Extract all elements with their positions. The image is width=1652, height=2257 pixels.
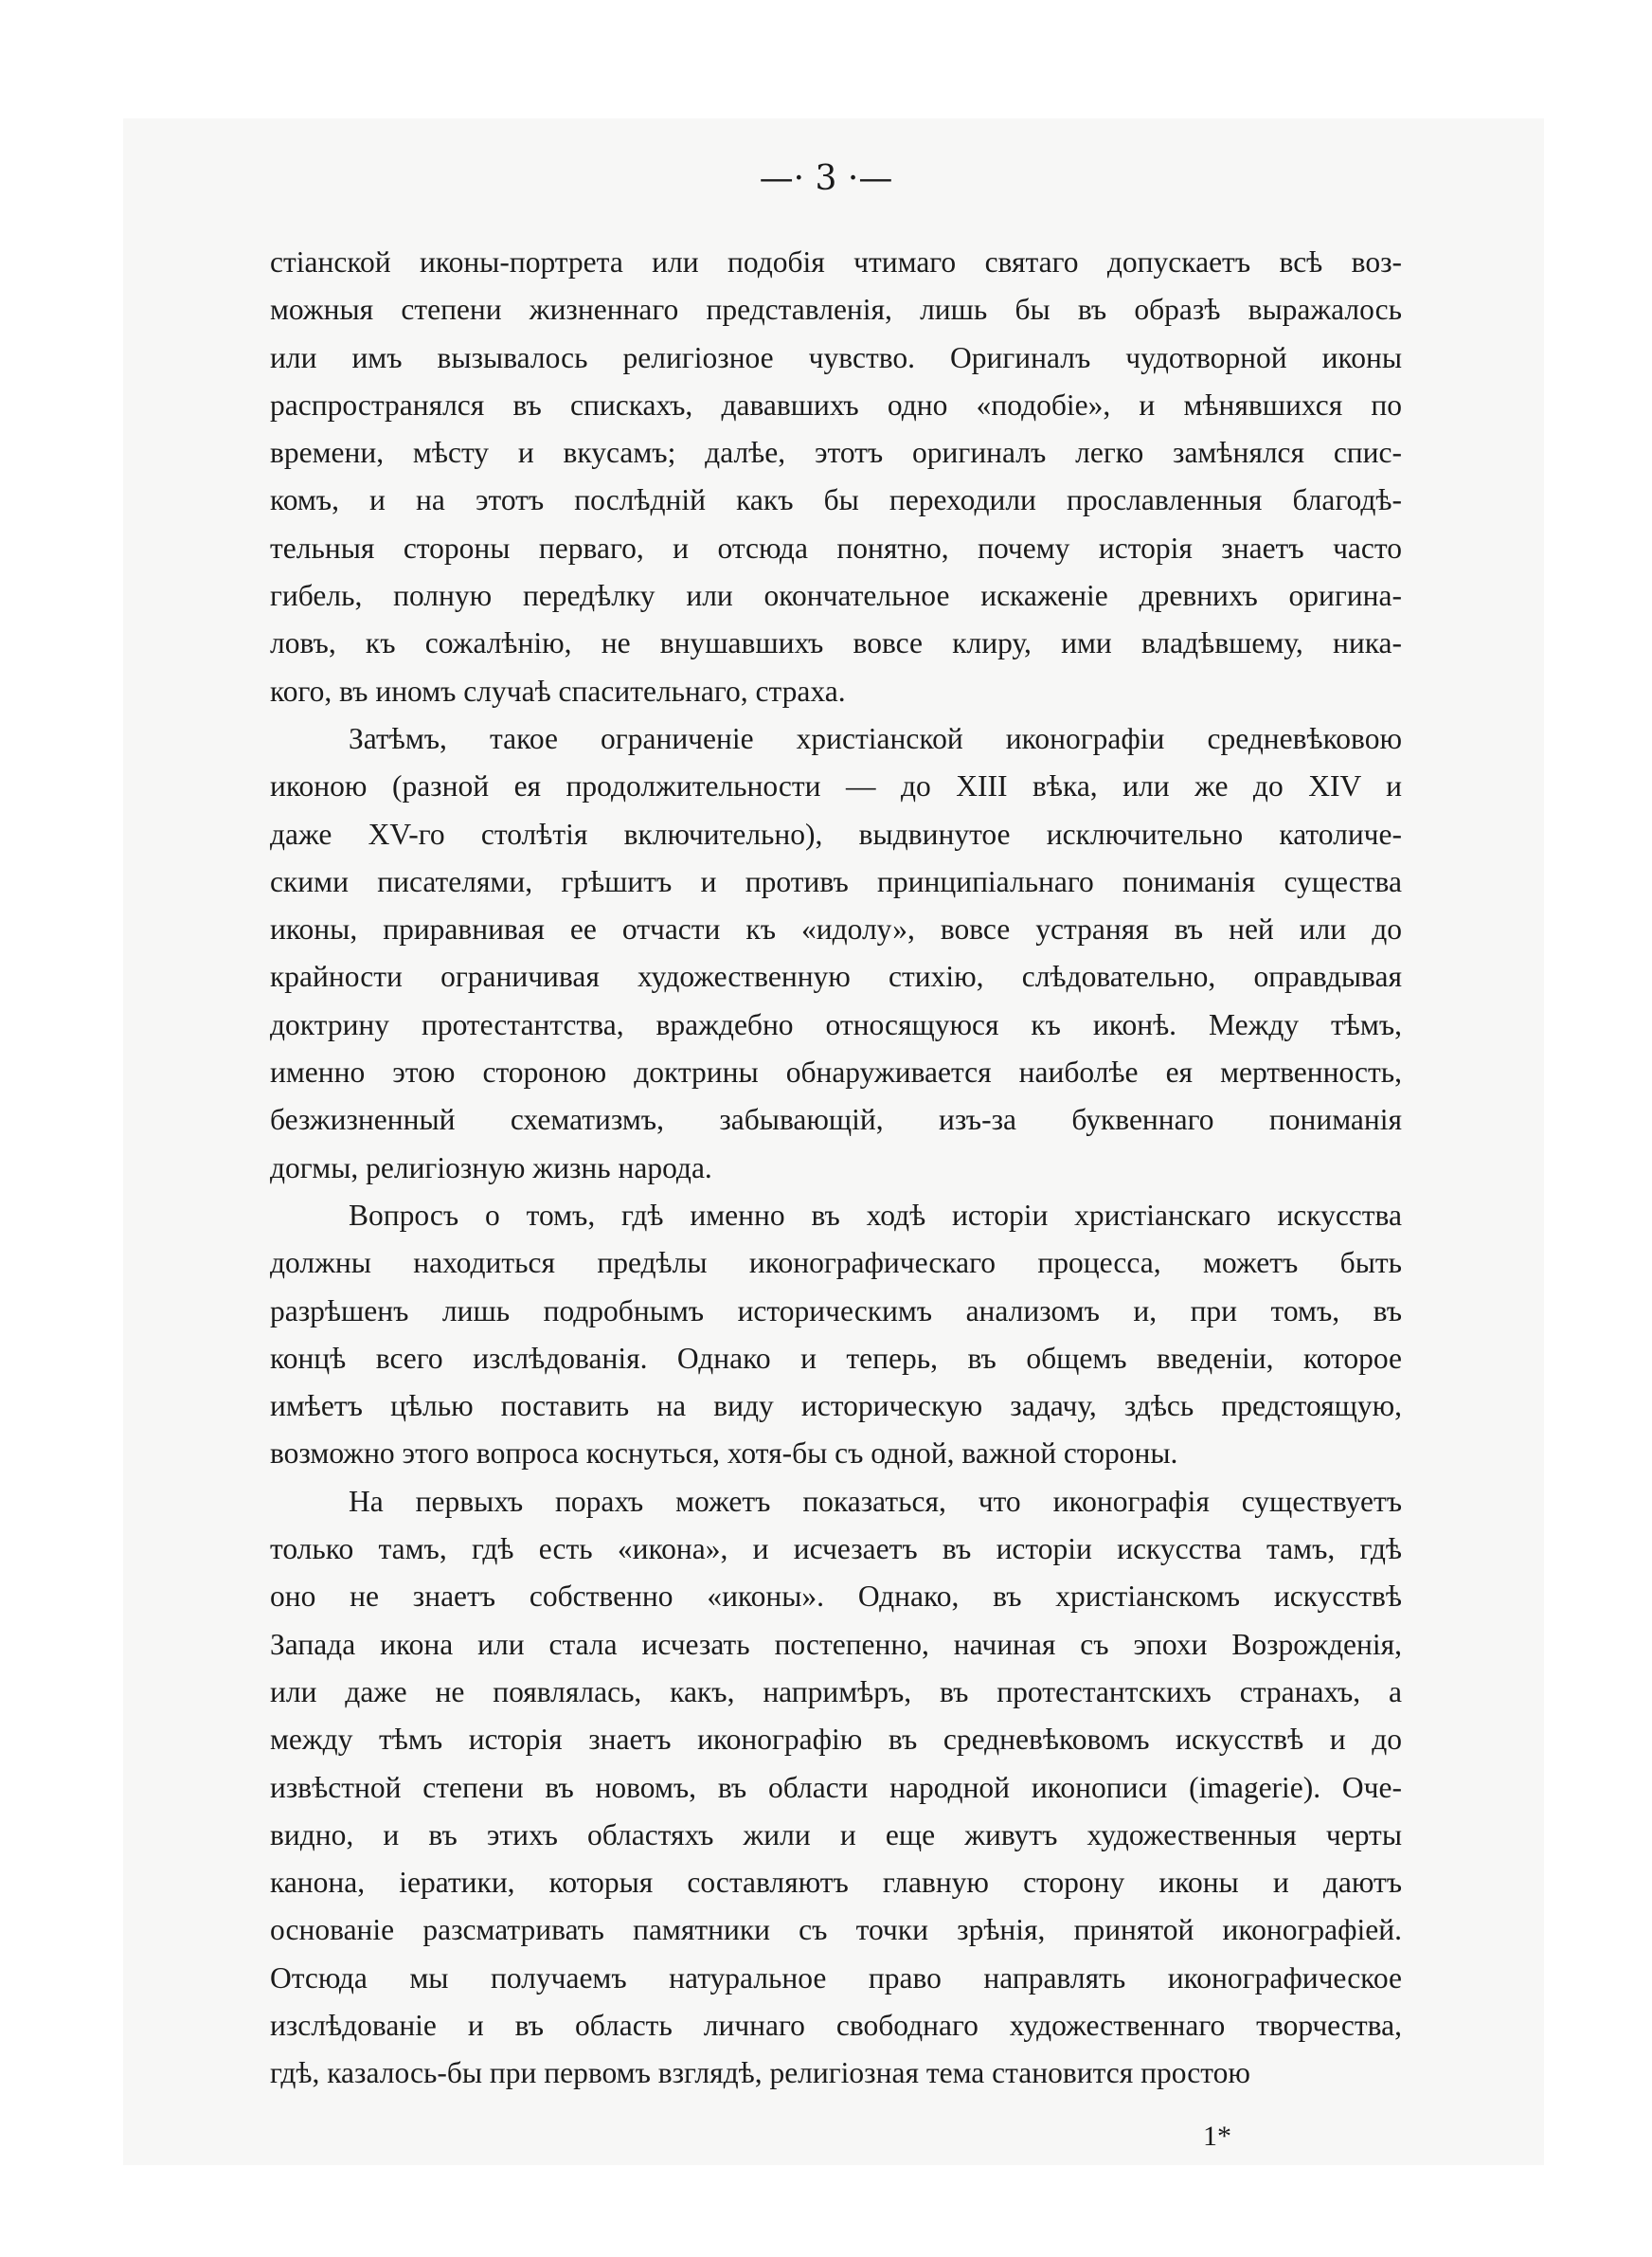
text-line: доктрину протестантства, враждебно относящуюся къ иконѣ. Между тѣмъ, — [270, 1007, 1402, 1041]
text-line: Затѣмъ, такое ограниченіе христіанской иконографіи средневѣковою — [349, 721, 1402, 755]
text-line: На первыхъ порахъ можетъ показаться, что иконографія существуетъ — [349, 1484, 1402, 1518]
text-line: между тѣмъ исторія знаетъ иконографію въ средневѣковомъ искусствѣ и до — [270, 1723, 1402, 1757]
paragraph — [270, 1478, 1402, 2098]
paragraph — [270, 1192, 1402, 1478]
text-line: Запада икона или стала исчезать постепенно, начиная съ эпохи Возрожденія, — [270, 1627, 1402, 1661]
body-text — [270, 239, 1402, 2098]
text-line: основаніе разсматривать памятники съ точки зрѣнія, принятой иконографіей. — [270, 1913, 1402, 1947]
text-line: безжизненный схематизмъ, забывающій, изъ-за буквеннаго пониманія — [270, 1103, 1402, 1137]
text-line: разрѣшенъ лишь подробнымъ историческимъ анализомъ и, при томъ, въ — [270, 1293, 1402, 1327]
text-line: даже XV-го столѣтія включительно), выдвинутое исключительно католиче- — [270, 817, 1402, 851]
text-line: возможно этого вопроса коснуться, хотя-бы съ одной, важной стороны. — [270, 1436, 1178, 1471]
text-line: или даже не появлялась, какъ, напримѣръ, въ протестантскихъ странахъ, а — [270, 1674, 1402, 1708]
printer-signature-mark: 1* — [1203, 2121, 1231, 2152]
text-line: гдѣ, казалось-бы при первомъ взглядѣ, религіозная тема становится простою — [270, 2056, 1250, 2090]
text-line: именно этою стороною доктрины обнаруживается наиболѣе ея мертвенность, — [270, 1056, 1402, 1090]
text-line: скими писателями, грѣшитъ и противъ принципіальнаго пониманія существа — [270, 864, 1402, 898]
text-line: видно, и въ этихъ областяхъ жили и еще живутъ художественныя черты — [270, 1817, 1402, 1851]
text-line: Вопросъ о томъ, гдѣ именно въ ходѣ исторіи христіанскаго искусства — [349, 1198, 1402, 1232]
text-line: тельныя стороны перваго, и отсюда понятно, почему исторія знаетъ часто — [270, 531, 1402, 565]
text-line: гибель, полную передѣлку или окончательное искаженіе древнихъ оригина- — [270, 579, 1402, 613]
text-line: оно не знаетъ собственно «иконы». Однако, въ христіанскомъ искусствѣ — [270, 1580, 1402, 1614]
text-line: ловъ, къ сожалѣнію, не внушавшихъ вовсе клиру, ими владѣвшему, ника- — [270, 626, 1402, 660]
text-line: должны находиться предѣлы иконографическаго процесса, можетъ быть — [270, 1246, 1402, 1280]
text-line: или имъ вызывалось религіозное чувство. Оригиналъ чудотворной иконы — [270, 340, 1402, 374]
text-line: канона, іератики, которыя составляютъ главную сторону иконы и даютъ — [270, 1866, 1402, 1900]
text-line: кого, въ иномъ случаѣ спасительнаго, страха. — [270, 674, 846, 708]
page-number-header: —· 3 ·— — [759, 159, 893, 198]
text-line: времени, мѣсту и вкусамъ; далѣе, этотъ оригиналъ легко замѣнялся спис- — [270, 436, 1402, 470]
text-line: можныя степени жизненнаго представленія, лишь бы въ образѣ выражалось — [270, 293, 1402, 327]
text-line: стіанской иконы-портрета или подобія чтимаго святаго допускаетъ всѣ воз- — [270, 245, 1402, 279]
paragraph — [270, 715, 1402, 1192]
text-line: изслѣдованіе и въ область личнаго свободнаго художественнаго творчества, — [270, 2008, 1402, 2042]
text-line: только тамъ, гдѣ есть «икона», и исчезаетъ въ исторіи искусства тамъ, гдѣ — [270, 1532, 1402, 1566]
text-line: крайности ограничивая художественную стихію, слѣдовательно, оправдывая — [270, 960, 1402, 994]
text-line: имѣетъ цѣлью поставить на виду историческую задачу, здѣсь предстоящую, — [270, 1389, 1402, 1423]
text-line: иконы, приравнивая ее отчасти къ «идолу», вовсе устраняя въ ней или до — [270, 912, 1402, 947]
text-line: догмы, религіозную жизнь народа. — [270, 1150, 712, 1184]
text-line: Отсюда мы получаемъ натуральное право направлять иконографическое — [270, 1960, 1402, 1995]
text-line: извѣстной степени въ новомъ, въ области народной иконописи (imagerie). Оче- — [270, 1770, 1402, 1804]
text-line: комъ, и на этотъ послѣдній какъ бы переходили прославленныя благодѣ- — [270, 483, 1402, 517]
text-line: иконою (разной ея продолжительности — до XIII вѣка, или же до XIV и — [270, 769, 1402, 803]
text-line: концѣ всего изслѣдованія. Однако и теперь, въ общемъ введеніи, которое — [270, 1341, 1402, 1375]
text-line: распространялся въ спискахъ, дававшихъ одно «подобіе», и мѣнявшихся по — [270, 388, 1402, 422]
paragraph — [270, 239, 1402, 715]
